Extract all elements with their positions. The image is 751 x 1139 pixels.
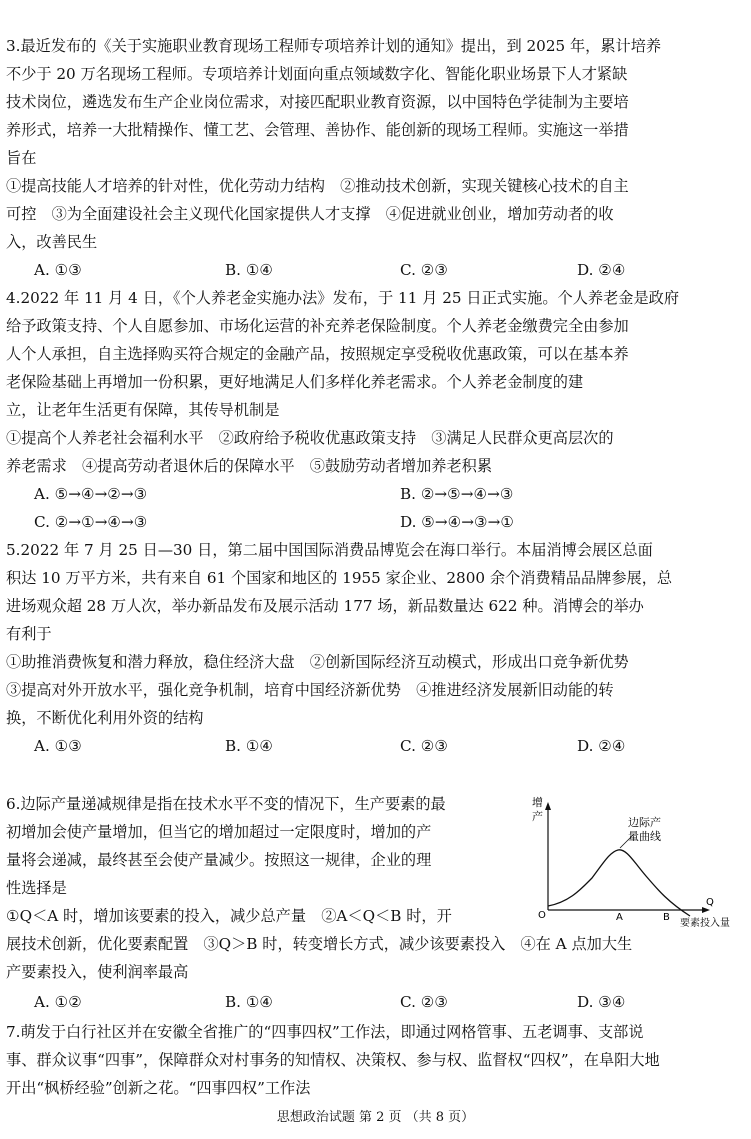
- q4-stem-line-3: 人个人承担，自主选择购买符合规定的金融产品，按照规定享受税收优惠政策，可以在基本养: [6, 345, 629, 363]
- q6-stem-line-2: 初增加会使产量增加，但当它的增加超过一定限度时，增加的产: [6, 823, 432, 841]
- q5-stem-line-2: 积达 10 万平方米，共有来自 61 个国家和地区的 1955 家企业、2800 余个消费精品品牌参展，总: [6, 569, 673, 587]
- x-axis-end-label: Q: [706, 897, 714, 908]
- q3-item-line-1: ①提高技能人才培养的针对性，优化劳动力结构 ②推动技术创新，实现关键核心技术的自主: [6, 177, 629, 195]
- x-axis-label: 要素投入量: [680, 918, 730, 929]
- q3-option-c: C. ②③: [400, 261, 448, 279]
- q6-option-b: B. ①④: [225, 993, 274, 1011]
- q3-stem-line-4: 养形式，培养一大批精操作、懂工艺、会管理、善协作、能创新的现场工程师。实施这一举措: [6, 121, 629, 139]
- q6-stem-line-3: 量将会递减，最终甚至会使产量减少。按照这一规律，企业的理: [6, 851, 432, 869]
- q4-option-b: B. ②→⑤→④→③: [400, 485, 514, 503]
- q7-stem-line-1: 7.萌发于白行社区并在安徽全省推广的“四事四权”工作法，即通过网格管事、五老调事、支部说: [6, 1023, 644, 1041]
- marginal-product-curve: [548, 850, 690, 916]
- q4-stem-line-4: 老保险基础上再增加一份积累，更好地满足人们多样化养老需求。个人养老金制度的建: [6, 373, 584, 391]
- point-a-label: A: [616, 912, 623, 923]
- origin-label: O: [538, 910, 546, 921]
- q3-option-d: D. ②④: [577, 261, 626, 279]
- q6-stem-line-1: 6.边际产量递减规律是指在技术水平不变的情况下，生产要素的最: [6, 795, 446, 813]
- q5-stem-line-4: 有利于: [6, 625, 52, 643]
- q6-stem-line-4: 性选择是: [6, 879, 67, 897]
- curve-label-2: 量曲线: [628, 830, 661, 843]
- q6-stem-line-5: ①Q＜A 时，增加该要素的投入，减少总产量 ②A＜Q＜B 时，开: [6, 907, 452, 925]
- q6-option-a: A. ①②: [34, 993, 82, 1011]
- q3-stem-line-5: 旨在: [6, 149, 37, 167]
- q4-item-line-2: 养老需求 ④提高劳动者退休后的保障水平 ⑤鼓励劳动者增加养老积累: [6, 457, 492, 475]
- q3-item-line-2: 可控 ③为全面建设社会主义现代化国家提供人才支撑 ④促进就业创业，增加劳动者的收: [6, 205, 614, 223]
- q6-option-c: C. ②③: [400, 993, 448, 1011]
- q5-option-d: D. ②④: [577, 737, 626, 755]
- curve-label-1: 边际产: [628, 816, 661, 829]
- q7-stem-line-3: 开出“枫桥经验”创新之花。“四事四权”工作法: [6, 1079, 311, 1097]
- q3-option-b: B. ①④: [225, 261, 274, 279]
- q5-item-line-1: ①助推消费恢复和潜力释放，稳住经济大盘 ②创新国际经济互动模式，形成出口竞争新优势: [6, 653, 629, 671]
- q5-option-b: B. ①④: [225, 737, 274, 755]
- q4-stem-line-5: 立，让老年生活更有保障，其传导机制是: [6, 401, 280, 419]
- y-axis-label-2: 产: [532, 810, 543, 823]
- y-axis-arrow-icon: [545, 802, 551, 810]
- q4-option-d: D. ⑤→④→③→①: [400, 513, 514, 531]
- q3-stem-line-2: 不少于 20 万名现场工程师。专项培养计划面向重点领域数字化、智能化职业场景下人才紧缺: [6, 65, 628, 83]
- q5-stem-line-1: 5.2022 年 7 月 25 日—30 日，第二届中国国际消费品博览会在海口举行。本届消博会展区总面: [6, 541, 653, 559]
- q4-stem-line-1: 4.2022 年 11 月 4 日，《个人养老金实施办法》发布，于 11 月 25 日正式实施。个人养老金是政府: [6, 289, 680, 307]
- q6-item-line-2: 产要素投入，使利润率最高: [6, 963, 189, 981]
- q3-stem-line-1: 3.最近发布的《关于实施职业教育现场工程师专项培养计划的通知》提出，到 2025 年，累计培养: [6, 37, 662, 55]
- y-axis-label-1: 增: [532, 796, 543, 809]
- q5-option-a: A. ①③: [34, 737, 82, 755]
- point-b-label: B: [663, 912, 670, 923]
- q3-item-line-3: 入，改善民生: [6, 233, 98, 251]
- q4-item-line-1: ①提高个人养老社会福利水平 ②政府给予税收优惠政策支持 ③满足人民群众更高层次的: [6, 429, 614, 447]
- q3-stem-line-3: 技术岗位，遴选发布生产企业岗位需求，对接匹配职业教育资源，以中国特色学徒制为主要培: [6, 93, 629, 111]
- q6-item-line-1: 展技术创新，优化要素配置 ③Q＞B 时，转变增长方式，减少该要素投入 ④在 A 点加大生: [6, 935, 633, 953]
- q4-stem-line-2: 给予政策支持、个人自愿参加、市场化运营的补充养老保险制度。个人养老金缴费完全由参加: [6, 317, 629, 335]
- q5-stem-line-3: 进场观众超 28 万人次，举办新品发布及展示活动 177 场，新品数量达 622 种。消博会的举办: [6, 597, 644, 615]
- q5-item-line-2: ③提高对外开放水平，强化竞争机制，培育中国经济新优势 ④推进经济发展新旧动能的转: [6, 681, 614, 699]
- q7-stem-line-2: 事、群众议事“四事”，保障群众对村事务的知情权、决策权、参与权、监督权“四权”，在阜阳大地: [6, 1051, 660, 1069]
- q4-option-a: A. ⑤→④→②→③: [34, 485, 148, 503]
- q6-option-d: D. ③④: [577, 993, 626, 1011]
- q4-option-c: C. ②→①→④→③: [34, 513, 148, 531]
- marginal-product-figure: [530, 790, 748, 935]
- q3-option-a: A. ①③: [34, 261, 82, 279]
- q5-item-line-3: 换，不断优化利用外资的结构: [6, 709, 204, 727]
- q5-option-c: C. ②③: [400, 737, 448, 755]
- page-footer: 思想政治试题 第 2 页 （共 8 页）: [276, 1110, 475, 1125]
